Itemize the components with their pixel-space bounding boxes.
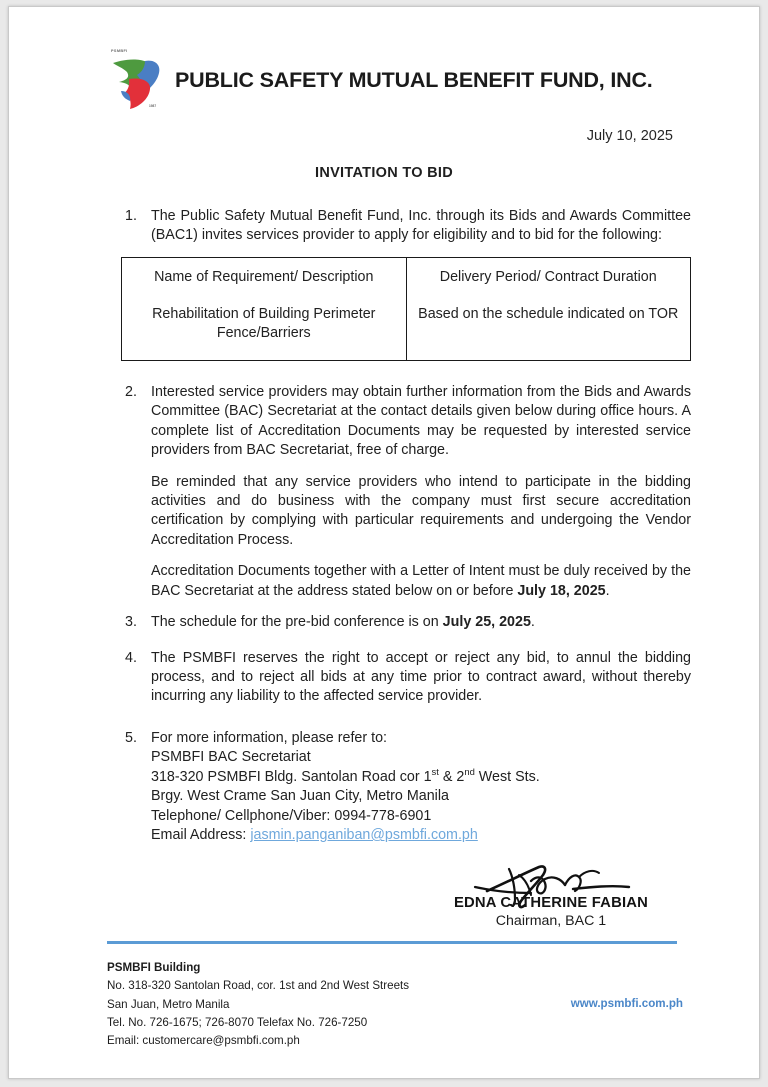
document-date: July 10, 2025 [586,128,673,144]
table-cell-requirement [122,257,407,360]
footer-address-block [107,959,409,1051]
contact-line-5: Telephone/ Cellphone/Viber: 0994-778-6901 [151,807,432,824]
list-item-1 [121,207,691,246]
list-item-5-text [151,729,691,846]
document-body [121,207,691,846]
organization-title: PUBLIC SAFETY MUTUAL BENEFIT FUND, INC. [175,67,653,92]
document-page [8,6,760,1079]
item2-p3-before: Accreditation Documents together with a Letter of Intent must be duly received by the BAC Secretariat at the address stated below on or before [151,563,691,599]
spacer [121,361,691,383]
signature-block [431,865,671,929]
logo-top-label: PSMBFI [111,49,128,53]
item2-paragraph-1: Interested service providers may obtain further information from the Bids and Awards Committee (BAC) Secretariat at the contact details given below during office hours. A complete list of Accreditation Documents may be requested by interested service providers from BAC Secretariat, free of charge. [151,383,691,459]
spacer [121,601,691,613]
list-item-5-number: 5. [125,729,137,746]
item2-paragraph-2: Be reminded that any service providers who intend to participate in the bidding activities and do business with the company must first secure accreditation certification by complying with particular requirements and undergoing the Vendor Accreditation Process. [151,473,691,548]
list-item-4-text: The PSMBFI reserves the right to accept or reject any bid, to annul the bidding process, and to reject all bids at any time prior to contract award, without thereby incurring any liability to the affected service provider. [151,649,691,705]
item2-p3-after: . [605,582,610,599]
list-item-1-text: The Public Safety Mutual Benefit Fund, Inc. through its Bids and Awards Committee (BAC1) invites services provider to apply for eligibility and to bid for the following: [151,208,691,244]
page-footer [107,959,683,1051]
table-row [122,257,691,360]
footer-website-link[interactable]: www.psmbfi.com.ph [570,997,683,1010]
signatory-role: Chairman, BAC 1 [495,913,607,929]
footer-address-line-2: San Juan, Metro Manila [107,997,230,1011]
list-item-4-number: 4. [125,649,137,666]
list-item-3-text [151,613,691,632]
list-item-1-number: 1. [125,208,137,224]
item3-after: . [530,614,535,631]
email-label: Email Address: [151,827,251,844]
requirements-table [121,257,691,361]
prebid-date: July 25, 2025 [442,614,531,631]
footer-address-line-1: No. 318-320 Santolan Road, cor. 1st and 2nd West Streets [107,979,410,993]
item2-paragraph-3 [151,562,691,601]
table-cell-delivery [406,257,691,360]
footer-building-name: PSMBFI Building [107,961,201,974]
ordinal-st: st [431,766,439,777]
list-item-2 [121,383,691,601]
spacer [121,633,691,649]
address-part-b: & 2 [438,768,465,785]
list-item-3-number: 3. [125,614,137,631]
spacer [121,707,691,729]
contact-line-1: For more information, please refer to: [151,729,387,746]
item3-before: The schedule for the pre-bid conference is on [151,614,443,631]
list-item-2-number: 2. [125,383,137,400]
contact-line-3 [151,768,691,787]
table-header-delivery: Delivery Period/ Contract Duration [439,268,657,285]
letterhead-header [105,49,691,111]
logo-svg [105,49,167,111]
list-item-4 [121,649,691,707]
footer-telephone: Tel. No. 726-1675; 726-8070 Telefax No. 726-7250 [107,1015,368,1029]
deadline-date: July 18, 2025 [517,582,606,599]
table-value-requirement: Rehabilitation of Building Perimeter Fence/Barriers [152,306,376,342]
contact-line-6 [151,826,691,845]
list-item-5 [121,729,691,846]
document-sheet [9,7,759,1078]
address-part-a: 318-320 PSMBFI Bldg. Santolan Road cor 1 [151,768,432,785]
table-header-requirement: Name of Requirement/ Description [154,268,374,285]
footer-email: Email: customercare@psmbfi.com.ph [107,1034,300,1048]
logo-bottom-label: 1987 [149,104,157,108]
contact-line-4: Brgy. West Crame San Juan City, Metro Manila [151,788,449,805]
footer-divider [107,941,677,944]
document-heading: INVITATION TO BID [314,165,453,181]
address-part-c: West Sts. [474,768,540,785]
signatory-name: EDNA CATHERINE FABIAN [453,895,649,911]
table-value-delivery: Based on the schedule indicated on TOR [418,306,679,323]
list-item-3 [121,613,691,632]
email-link[interactable]: jasmin.panganiban@psmbfi.com.ph [250,827,478,844]
contact-line-2: PSMBFI BAC Secretariat [151,749,311,766]
ordinal-nd: nd [464,766,475,777]
list-item-2-text [151,383,691,601]
psmbfi-logo-icon [105,49,167,111]
